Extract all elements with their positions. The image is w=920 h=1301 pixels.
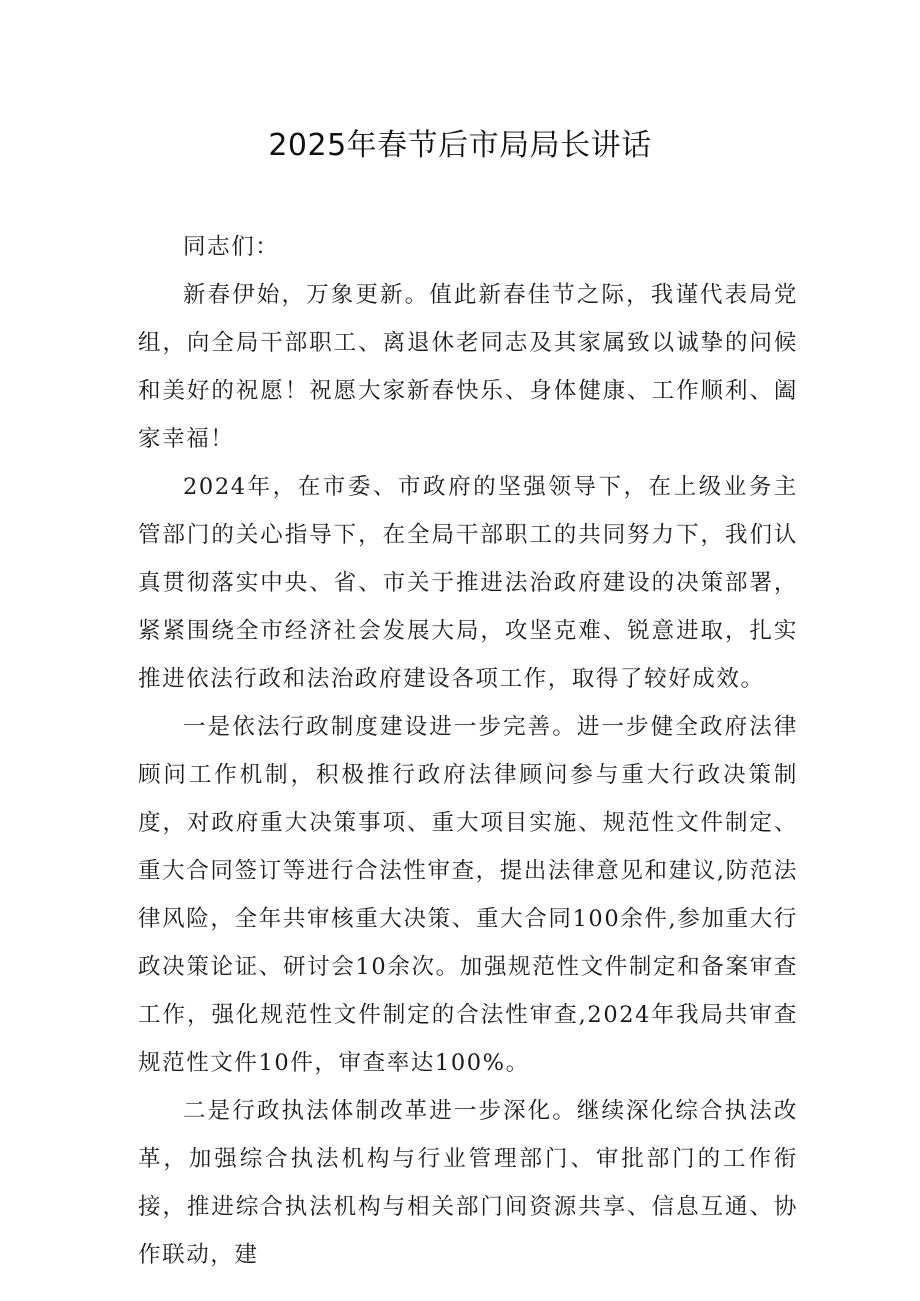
salutation-paragraph: 同志们： — [183, 234, 280, 260]
point-one-paragraph: 一是依法行政制度建设进一步完善。进一步健全政府法律顾问工作机制，积极推行政府法律顾问参与重大行政决策制度，对政府重大决策事项、重大项目实施、规范性文件制定、重大合同签订等进行合法性审查，提出法律意见和建议,防范法律风险，全年共审核重大决策、重大合同100余件,参加重大行政决策论证、研讨会10余次。加强规范性文件制定和备案审查工作，强化规范性文件制定的合法性审查,2024年我局共审查规范性文件10件，审查率达100%。 — [138, 714, 798, 1076]
document-body — [138, 223, 798, 1279]
greeting-paragraph: 新春伊始，万象更新。值此新春佳节之际，我谨代表局党组，向全局干部职工、离退休老同志及其家属致以诚挚的问候和美好的祝愿！祝愿大家新春快乐、身体健康、工作顺利、阖家幸福！ — [138, 282, 798, 452]
point-two-paragraph: 二是行政执法体制改革进一步深化。继续深化综合执法改革，加强综合执法机构与行业管理部门、审批部门的工作衔接，推进综合执法机构与相关部门间资源共享、信息互通、协作联动，建 — [138, 1098, 798, 1268]
document-title: 2025年春节后市局局长讲话 — [268, 128, 652, 163]
review-paragraph: 2024年，在市委、市政府的坚强领导下，在上级业务主管部门的关心指导下，在全局干部职工的共同努力下，我们认真贯彻落实中央、省、市关于推进法治政府建设的决策部署，紧紧围绕全市经济社会发展大局，攻坚克难、锐意进取，扎实推进依法行政和法治政府建设各项工作，取得了较好成效。 — [138, 474, 798, 692]
